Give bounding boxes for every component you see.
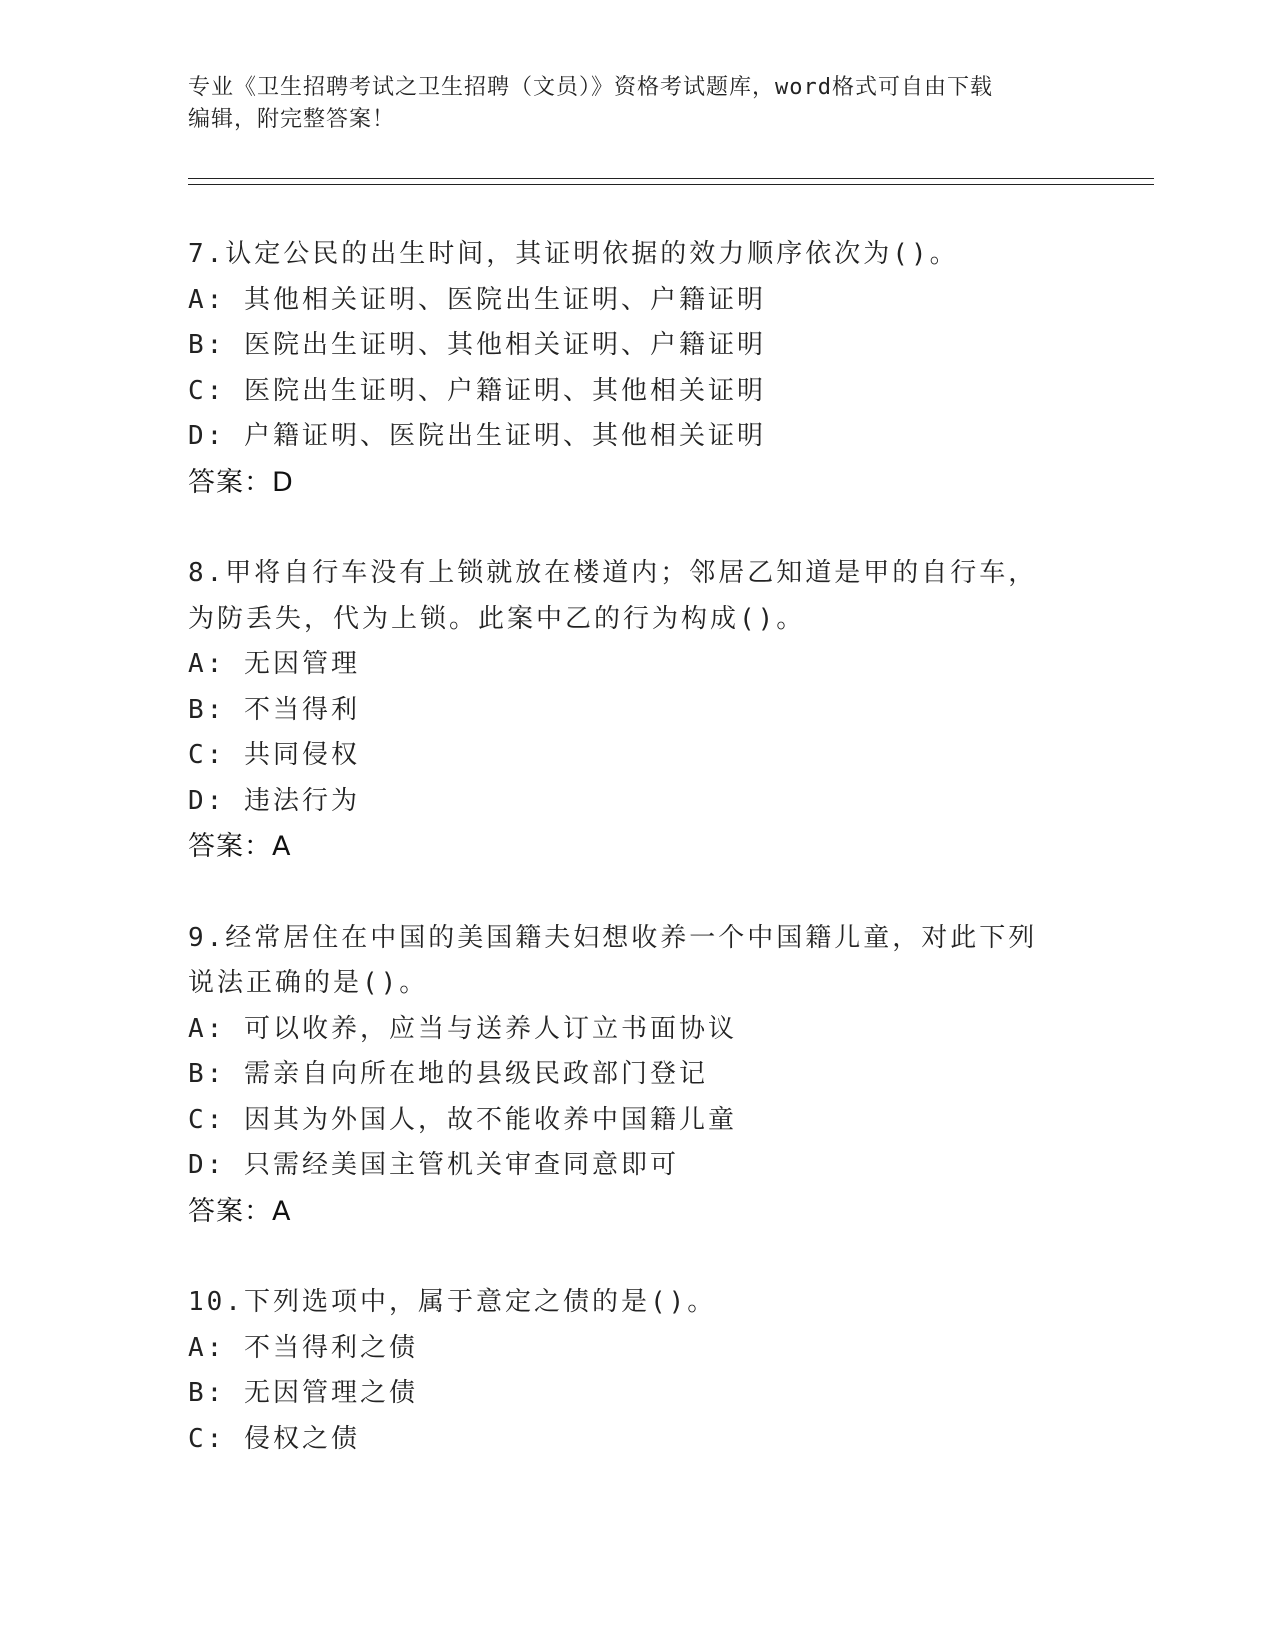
header-divider	[188, 178, 1154, 185]
option-c: C: 医院出生证明、户籍证明、其他相关证明	[188, 375, 766, 406]
option-d: D: 户籍证明、医院出生证明、其他相关证明	[188, 421, 766, 451]
header-line-1: 专业《卫生招聘考试之卫生招聘（文员）》资格考试题库，word格式可自由下载	[188, 75, 993, 100]
option-b: B: 无因管理之债	[188, 1378, 418, 1408]
question-8	[188, 551, 1088, 870]
question-10	[188, 1280, 1088, 1462]
option-c: C: 共同侵权	[188, 740, 360, 770]
answer-line: 答案：A	[188, 1195, 292, 1227]
question-9	[188, 916, 1088, 1235]
option-d: D: 只需经美国主管机关审查同意即可	[188, 1150, 679, 1180]
option-a: A: 可以收养，应当与送养人订立书面协议	[188, 1013, 737, 1044]
header-line-2: 编辑，附完整答案！	[188, 107, 396, 132]
option-b: B: 不当得利	[188, 694, 360, 725]
option-d: D: 违法行为	[188, 785, 360, 816]
question-stem: 9.经常居住在中国的美国籍夫妇想收养一个中国籍儿童，对此下列说法正确的是()。	[188, 922, 1038, 998]
option-a: A: 无因管理	[188, 649, 360, 679]
option-a: A: 其他相关证明、医院出生证明、户籍证明	[188, 284, 766, 315]
answer-line: 答案：A	[188, 831, 292, 862]
option-a: A: 不当得利之债	[188, 1332, 418, 1363]
question-list	[188, 232, 1088, 1508]
option-c: C: 因其为外国人，故不能收养中国籍儿童	[188, 1104, 737, 1135]
answer-line: 答案：D	[188, 466, 294, 498]
option-b: B: 医院出生证明、其他相关证明、户籍证明	[188, 330, 766, 360]
document-header	[188, 72, 1068, 136]
question-7	[188, 232, 1088, 505]
option-b: B: 需亲自向所在地的县级民政部门登记	[188, 1059, 708, 1089]
option-c: C: 侵权之债	[188, 1423, 360, 1454]
question-stem: 8.甲将自行车没有上锁就放在楼道内；邻居乙知道是甲的自行车，为防丢失，代为上锁。此案中乙的行为构成()。	[188, 558, 1038, 634]
question-stem: 7.认定公民的出生时间，其证明依据的效力顺序依次为()。	[188, 239, 959, 269]
question-stem: 10.下列选项中，属于意定之债的是()。	[188, 1287, 717, 1317]
